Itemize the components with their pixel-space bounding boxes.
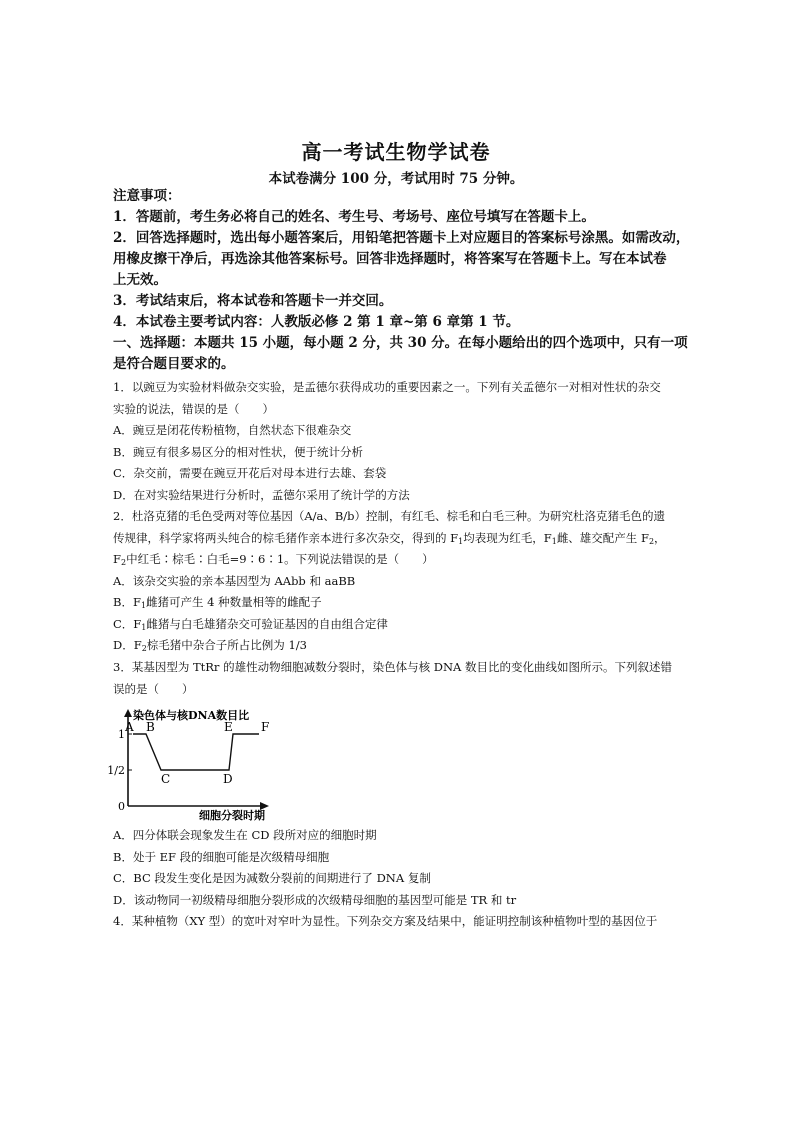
question-2-option-c: C．$F_1$雌猪与白毛雄猪杂交可验证基因的自由组合定律	[113, 616, 388, 632]
question-1-stem-line-2: 实验的说法，错误的是（ ）	[113, 401, 274, 416]
question-2-stem-line-1: 2．杜洛克猪的毛色受两对等位基因（A/a、B/b）控制，有红毛、棕毛和白毛三种。为研究杜洛克猪毛色的遗	[113, 509, 666, 523]
question-2-stem-line-2: 传规律，科学家将两头纯合的棕毛猪作亲本进行多次杂交，得到的 $F_1$均表现为红毛，$F_1$雌、雄交配产生 $F_2$，	[113, 530, 666, 546]
question-1-option-b: B．豌豆有很多易区分的相对性状，便于统计分析	[113, 444, 363, 459]
question-3-stem	[113, 657, 687, 700]
notice-item-2-line-2: 用橡皮擦干净后，再选涂其他答案标号。回答非选择题时，将答案写在答题卡上。写在本试卷	[113, 251, 667, 267]
notice-item-4: 4．本试卷主要考试内容：人教版必修 2 第 1 章~第 6 章第 1 节。	[113, 314, 520, 330]
question-3-stem-line-1: 3．某基因型为 TtRr 的雄性动物细胞减数分裂时，染色体与核 DNA 数目比的变化曲线如图所示。下列叙述错	[113, 660, 672, 674]
x-axis-label: 细胞分裂时期	[199, 809, 265, 822]
question-4-stem-line-1: 4．某种植物（XY 型）的宽叶对窄叶为显性。下列杂交方案及结果中，能证明控制该种植物叶型的基因位于	[113, 914, 658, 928]
section-1-heading-line-1: 一、选择题：本题共 15 小题，每小题 2 分，共 30 分。在每小题给出的四个选项中，只有一项	[113, 335, 688, 351]
question-3-stem-line-2: 误的是（ ）	[113, 681, 194, 696]
ratio-line-chart	[107, 706, 273, 822]
y-axis-label: 染色体与核DNA数目比	[133, 709, 250, 722]
section-1-heading-line-2: 是符合题目要求的。	[113, 356, 235, 372]
question-1-option-d: D．在对实验结果进行分析时，孟德尔采用了统计学的方法	[113, 487, 410, 502]
question-3-option-c: C．BC 段发生变化是因为减数分裂前的间期进行了 DNA 复制	[113, 871, 431, 885]
notice-item-2-line-3: 上无效。	[113, 272, 167, 288]
point-label-a: A	[125, 720, 134, 734]
point-labels	[124, 720, 269, 786]
series-line	[133, 734, 259, 770]
question-2-option-a: A．该杂交实验的亲本基因型为 AAbb 和 aaBB	[113, 573, 356, 588]
point-label-b: B	[146, 720, 155, 734]
notice-section	[113, 186, 690, 375]
notice-heading: 注意事项：	[113, 188, 181, 204]
question-3-option-a: A．四分体联会现象发生在 CD 段所对应的细胞时期	[113, 828, 377, 842]
notice-item-3: 3．考试结束后，将本试卷和答题卡一并交回。	[113, 293, 393, 309]
y-tick-label: 1/2	[107, 764, 125, 777]
question-1-option-c: C．杂交前，需要在豌豆开花后对母本进行去雄、套袋	[113, 466, 387, 480]
question-2-option-b: B．$F_1$雌猪可产生 4 种数量相等的雌配子	[113, 595, 322, 610]
y-tick-label: 1	[118, 728, 125, 741]
question-3-options	[113, 825, 687, 933]
question-1-option-a: A．豌豆是闭花传粉植物，自然状态下很难杂交	[113, 423, 352, 437]
notice-item-2-line-1: 2．回答选择题时，选出每小题答案后，用铅笔把答题卡上对应题目的答案标号涂黑。如需改动，	[113, 230, 690, 246]
point-label-d: D	[223, 772, 233, 786]
point-label-f: F	[261, 720, 270, 734]
y-tick-label: 0	[118, 800, 125, 813]
point-label-e: E	[224, 720, 233, 734]
page-title: 高一考试生物学试卷	[301, 140, 491, 164]
y-axis-arrow	[124, 709, 132, 717]
point-label-c: C	[161, 772, 171, 786]
question-2	[113, 506, 687, 657]
question-1	[113, 377, 687, 506]
exam-subtitle: 本试卷满分 100 分，考试用时 75 分钟。	[268, 171, 524, 187]
question-3-option-d: D．该动物同一初级精母细胞分裂形成的次级精母细胞的基因型可能是 TR 和 tr	[113, 892, 517, 907]
question-1-stem-line-1: 1．以豌豆为实验材料做杂交实验，是孟德尔获得成功的重要因素之一。下列有关孟德尔一对相对性状的杂交	[113, 380, 661, 394]
question-2-option-d: D．$F_2$棕毛猪中杂合子所占比例为 1/3	[113, 638, 307, 653]
question-2-stem-line-3: $F_2$中红毛∶棕毛∶白毛=9∶6∶1。下列说法错误的是（ ）	[113, 552, 434, 567]
notice-item-1: 1．答题前，考生务必将自己的姓名、考生号、考场号、座位号填写在答题卡上。	[113, 209, 595, 225]
question-3-option-b: B．处于 EF 段的细胞可能是次级精母细胞	[113, 849, 330, 864]
